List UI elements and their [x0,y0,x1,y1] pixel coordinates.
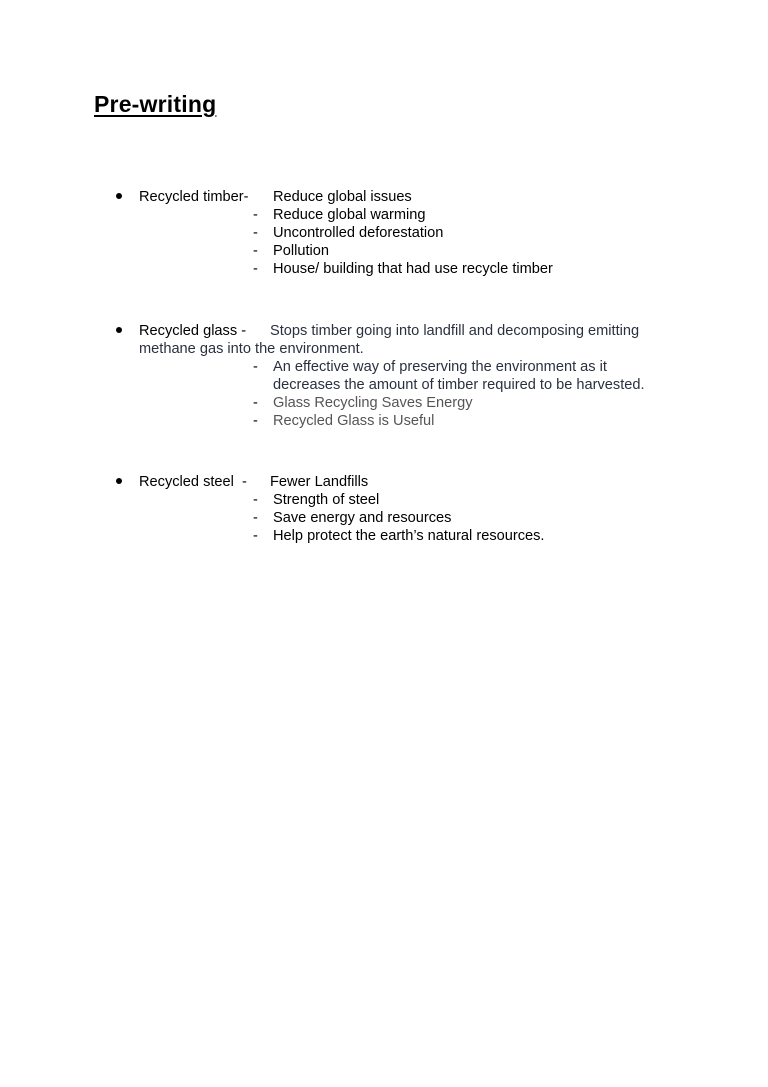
list-item: Uncontrolled deforestation [273,225,444,241]
dash: - [253,207,258,223]
dash: - [253,528,258,544]
page-title: Pre-writing [94,91,217,117]
bullet-icon [116,193,122,199]
dash: - [253,395,258,411]
list-item: Pollution [273,243,329,259]
dash: - [253,510,258,526]
list-item: Stops timber going into landfill and decomposing emitting [270,323,640,339]
dash: - [253,225,258,241]
list-item: Help protect the earth’s natural resources. [273,528,545,544]
bullet-icon [116,327,122,333]
dash: - [253,492,258,508]
dash: - [253,243,258,259]
list-item: Reduce global issues [273,189,412,205]
list-item: Recycled Glass is Useful [273,413,435,429]
section-label: Recycled glass - [139,323,247,339]
section-label: Recycled steel - [139,474,247,490]
list-item: Fewer Landfills [270,474,369,490]
list-item: Glass Recycling Saves Energy [273,395,473,411]
dash: - [253,261,258,277]
list-item: An effective way of preserving the environment as it [273,359,607,375]
dash: - [253,359,258,375]
list-item: Reduce global warming [273,207,426,223]
bullet-icon [116,478,122,484]
list-item: House/ building that had use recycle timber [273,261,553,277]
list-item: Save energy and resources [273,510,452,526]
section-label: Recycled timber- [139,189,249,205]
list-item: Strength of steel [273,492,380,508]
list-item-continuation: methane gas into the environment. [139,341,364,357]
list-item-continuation: decreases the amount of timber required to be harvested. [273,377,645,393]
dash: - [253,413,258,429]
